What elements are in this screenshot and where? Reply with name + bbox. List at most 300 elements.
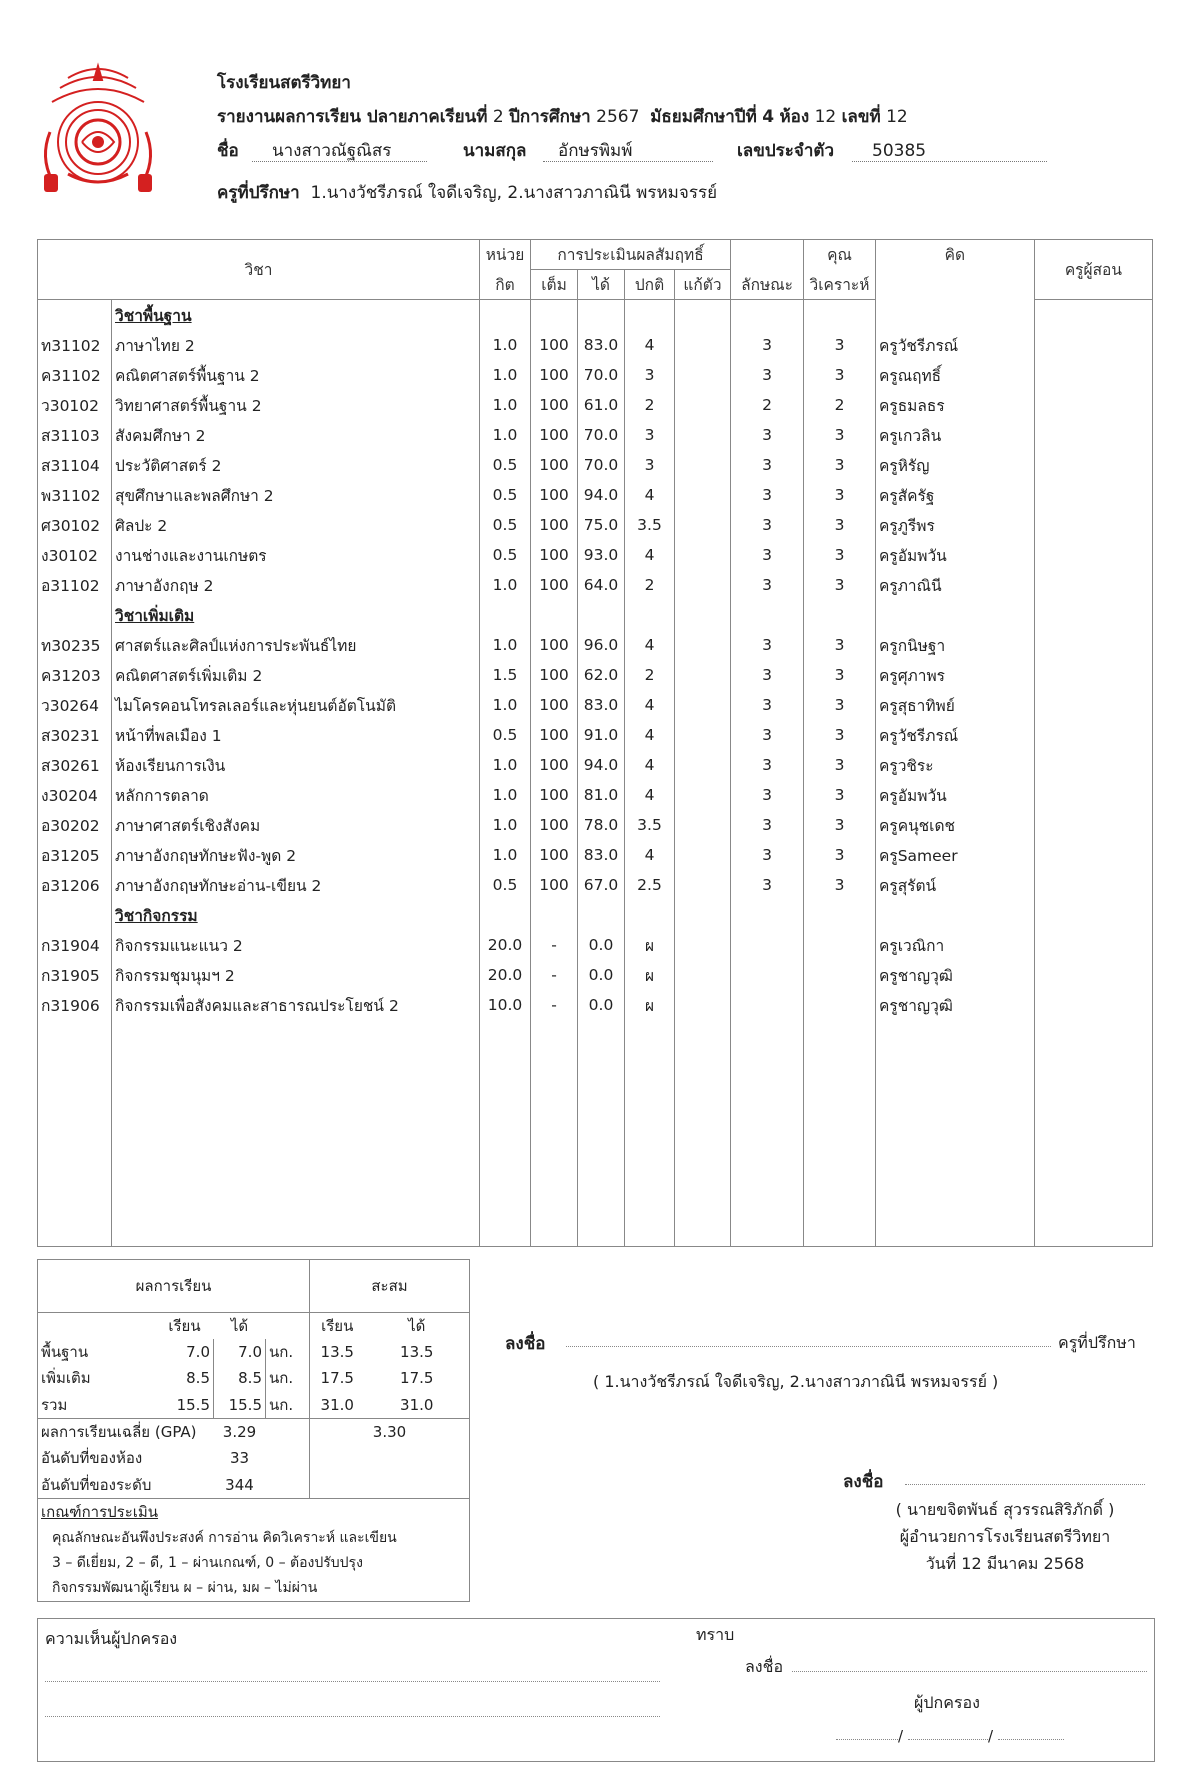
cell-full: 100 (531, 360, 578, 390)
cell-unit: 0.5 (480, 720, 531, 750)
cell-grade: 4 (625, 630, 675, 660)
header-character-bottom: ลักษณะ (731, 270, 804, 300)
cell-name: ภาษาอังกฤษทักษะอ่าน-เขียน 2 (112, 870, 480, 900)
header-full: เต็ม (531, 270, 578, 300)
table-row (38, 540, 1153, 570)
cell-unit: 1.0 (480, 780, 531, 810)
cell-grade: 3.5 (625, 810, 675, 840)
cell-think: 3 (804, 870, 876, 900)
cell-code: อ31102 (38, 570, 112, 600)
cell-fix (675, 780, 731, 810)
student-id: 50385 (852, 141, 1047, 162)
cell-score: 61.0 (578, 390, 625, 420)
school-emblem-logo (38, 62, 158, 196)
cell-unit: 20.0 (480, 930, 531, 960)
cell-name: ภาษาศาสตร์เชิงสังคม (112, 810, 480, 840)
cell-think: 3 (804, 840, 876, 870)
cell-name: ไมโครคอนโทรลเลอร์และหุ่นยนต์อัตโนมัติ (112, 690, 480, 720)
cell-fix (675, 390, 731, 420)
cell-score: 62.0 (578, 660, 625, 690)
cell-grade: 2 (625, 660, 675, 690)
cell-teacher: ครูคนุชเดช (876, 810, 1035, 840)
cell-grade: 4 (625, 690, 675, 720)
summary-cum-learn: 17.5 (310, 1365, 365, 1391)
cell-char: 2 (731, 390, 804, 420)
cell-teacher: ครูณฤทธิ์ (876, 360, 1035, 390)
header-assessment: การประเมินผลสัมฤทธิ์ (531, 240, 731, 270)
cell-full: 100 (531, 870, 578, 900)
cell-teacher: ครูชาญวุฒิ (876, 990, 1035, 1020)
cell-teacher: ครูสุธาทิพย์ (876, 690, 1035, 720)
school-name: โรงเรียนสตรีวิทยา (217, 73, 351, 93)
header-subject: วิชา (38, 240, 480, 300)
cell-unit: 1.0 (480, 630, 531, 660)
cell-score: 75.0 (578, 510, 625, 540)
cell-grade: 4 (625, 540, 675, 570)
cell-fix (675, 510, 731, 540)
parent-opinion-box (37, 1618, 1155, 1762)
cell-teacher: ครูเกวลิน (876, 420, 1035, 450)
summary-cum-learn: 31.0 (310, 1392, 365, 1419)
date-slash-2: / (988, 1727, 994, 1745)
report-date: วันที่ 12 มีนาคม 2568 (925, 1554, 1085, 1573)
cell-fix (675, 870, 731, 900)
table-filler-row (38, 1020, 1153, 1247)
section-title: วิชากิจกรรม (115, 906, 198, 925)
cell-fix (675, 570, 731, 600)
cell-think (804, 990, 876, 1020)
cell-full: 100 (531, 750, 578, 780)
cell-code: อ31205 (38, 840, 112, 870)
cell-full: 100 (531, 540, 578, 570)
table-row (38, 390, 1153, 420)
cell-teacher: ครูธมลธร (876, 390, 1035, 420)
cell-think: 3 (804, 360, 876, 390)
cell-code: ส30231 (38, 720, 112, 750)
cell-code: ค31102 (38, 360, 112, 390)
cell-full: 100 (531, 450, 578, 480)
cell-code: ส31104 (38, 450, 112, 480)
cell-fix (675, 840, 731, 870)
cell-grade: 4 (625, 720, 675, 750)
student-id-label: เลขประจำตัว (737, 141, 834, 161)
summary-got: 8.5 (214, 1365, 266, 1391)
cell-think: 2 (804, 390, 876, 420)
rank-room-value: 33 (229, 1449, 250, 1468)
cell-fix (675, 930, 731, 960)
rank-level-label: อันดับที่ของระดับ (41, 1475, 152, 1494)
cell-fix (675, 480, 731, 510)
cell-char: 3 (731, 690, 804, 720)
parent-role: ผู้ปกครอง (914, 1693, 980, 1712)
opinion-line-2[interactable] (45, 1716, 660, 1717)
table-row (38, 510, 1153, 540)
cell-score: 67.0 (578, 870, 625, 900)
cell-fix (675, 630, 731, 660)
gpa-cumulative: 3.30 (310, 1418, 470, 1445)
cell-teacher: ครูศุภาพร (876, 660, 1035, 690)
cell-score: 70.0 (578, 420, 625, 450)
report-title: รายงานผลการเรียน ปลายภาคเรียนที่ 2 ปีการศึกษา 2567 มัธยมศึกษาปีที่ 4 ห้อง 12 เลขที่ 12 (217, 107, 908, 127)
cell-fix (675, 750, 731, 780)
cell-grade: ผ (625, 960, 675, 990)
summary-cum-got: 13.5 (400, 1343, 434, 1362)
section-title: วิชาพื้นฐาน (115, 306, 192, 325)
cell-teacher: ครูวชิระ (876, 750, 1035, 780)
table-row (38, 720, 1153, 750)
table-row (38, 420, 1153, 450)
cell-name: หลักการตลาด (112, 780, 480, 810)
table-row (38, 690, 1153, 720)
parent-opinion-label: ความเห็นผู้ปกครอง (45, 1629, 178, 1648)
summary-cum-got-header: ได้ (408, 1316, 426, 1335)
cell-grade: 4 (625, 480, 675, 510)
header-thinking-top: คิด (876, 240, 1035, 270)
cell-code: ก31906 (38, 990, 112, 1020)
cell-teacher: ครูชาญวุฒิ (876, 960, 1035, 990)
header-thinking-bottom: วิเคราะห์ (804, 270, 876, 300)
cell-score: 94.0 (578, 750, 625, 780)
cell-teacher: ครูสัครัฐ (876, 480, 1035, 510)
cell-teacher: ครูอัมพวัน (876, 540, 1035, 570)
cell-think: 3 (804, 330, 876, 360)
summary-row (38, 1339, 470, 1365)
cell-score: 83.0 (578, 330, 625, 360)
cell-code: ง30204 (38, 780, 112, 810)
cell-char: 3 (731, 810, 804, 840)
cell-name: สังคมศึกษา 2 (112, 420, 480, 450)
cell-grade: 3 (625, 450, 675, 480)
summary-got: 7.0 (214, 1339, 266, 1365)
cell-grade: 2 (625, 390, 675, 420)
cell-name: กิจกรรมแนะแนว 2 (112, 930, 480, 960)
cell-char: 3 (731, 840, 804, 870)
parent-date-line[interactable] (836, 1729, 1066, 1745)
cell-code: ศ30102 (38, 510, 112, 540)
cell-char: 3 (731, 780, 804, 810)
advisor-names-signature: ( 1.นางวัชรีภรณ์ ใจดีเจริญ, 2.นางสาวภาณินี พรหมจรรย์ ) (593, 1372, 999, 1391)
cell-unit: 0.5 (480, 870, 531, 900)
header-got: ได้ (578, 270, 625, 300)
cell-unit: 1.0 (480, 390, 531, 420)
criteria-line-2: 3 – ดีเยี่ยม, 2 – ดี, 1 – ผ่านเกณฑ์, 0 – ต้องปรับปรุง (52, 1555, 363, 1572)
cell-unit: 1.0 (480, 420, 531, 450)
cell-code: ค31203 (38, 660, 112, 690)
cell-teacher: ครูหิรัญ (876, 450, 1035, 480)
section-title: วิชาเพิ่มเติม (115, 606, 195, 625)
cell-char: 3 (731, 870, 804, 900)
cell-name: สุขศึกษาและพลศึกษา 2 (112, 480, 480, 510)
summary-learn: 15.5 (176, 1395, 210, 1414)
cell-char: 3 (731, 570, 804, 600)
cell-grade: 3.5 (625, 510, 675, 540)
cell-score: 70.0 (578, 450, 625, 480)
cell-think (804, 930, 876, 960)
summary-got: 15.5 (214, 1392, 266, 1419)
cell-char: 3 (731, 480, 804, 510)
cell-think: 3 (804, 750, 876, 780)
surname-label: นามสกุล (463, 141, 527, 161)
cell-score: 70.0 (578, 360, 625, 390)
criteria-line-1: คุณลักษณะอันพึงประสงค์ การอ่าน คิดวิเคราะห์ และเขียน (52, 1529, 397, 1546)
cell-code: ว30102 (38, 390, 112, 420)
cell-name: ประวัติศาสตร์ 2 (112, 450, 480, 480)
advisor-role: ครูที่ปรึกษา (1058, 1333, 1136, 1352)
criteria-title: เกณฑ์การประเมิน (41, 1503, 159, 1522)
cell-full: 100 (531, 570, 578, 600)
grades-table (37, 239, 1153, 1247)
summary-box (37, 1259, 470, 1602)
table-row (38, 450, 1153, 480)
summary-learn: 8.5 (186, 1369, 210, 1388)
cell-score: 0.0 (578, 930, 625, 960)
cell-score: 0.0 (578, 960, 625, 990)
cell-unit: 0.5 (480, 540, 531, 570)
rank-level-value: 344 (225, 1475, 254, 1494)
cell-unit: 1.5 (480, 660, 531, 690)
summary-unit: นก. (266, 1392, 310, 1419)
cell-think: 3 (804, 810, 876, 840)
cell-score: 96.0 (578, 630, 625, 660)
cell-score: 93.0 (578, 540, 625, 570)
table-row (38, 990, 1153, 1020)
cell-full: 100 (531, 630, 578, 660)
cell-name: หน้าที่พลเมือง 1 (112, 720, 480, 750)
summary-cum-got: 17.5 (400, 1369, 434, 1388)
summary-got-header: ได้ (230, 1316, 249, 1335)
cell-full: - (531, 960, 578, 990)
advisor-sign-line (566, 1346, 1051, 1347)
table-row (38, 480, 1153, 510)
cell-code: พ31102 (38, 480, 112, 510)
cell-full: 100 (531, 390, 578, 420)
cell-think: 3 (804, 480, 876, 510)
cell-think: 3 (804, 450, 876, 480)
cell-name: คณิตศาสตร์พื้นฐาน 2 (112, 360, 480, 390)
cell-teacher: ครูภาณินี (876, 570, 1035, 600)
summary-cum-learn-header: เรียน (310, 1312, 365, 1339)
summary-cumulative-label: สะสม (310, 1260, 470, 1313)
cell-think: 3 (804, 570, 876, 600)
cell-unit: 1.0 (480, 570, 531, 600)
cell-fix (675, 660, 731, 690)
cell-char: 3 (731, 540, 804, 570)
cell-fix (675, 690, 731, 720)
cell-full: 100 (531, 780, 578, 810)
cell-think: 3 (804, 630, 876, 660)
cell-fix (675, 420, 731, 450)
cell-name: ศาสตร์และศิลป์แห่งการประพันธ์ไทย (112, 630, 480, 660)
cell-think: 3 (804, 510, 876, 540)
cell-unit: 1.0 (480, 690, 531, 720)
cell-full: 100 (531, 510, 578, 540)
cell-grade: 4 (625, 750, 675, 780)
cell-char (731, 930, 804, 960)
student-surname: อักษรพิมพ์ (543, 141, 713, 162)
cell-unit: 0.5 (480, 510, 531, 540)
table-row (38, 870, 1153, 900)
cell-name: งานช่างและงานเกษตร (112, 540, 480, 570)
gpa-label: ผลการเรียนเฉลี่ย (GPA) (41, 1423, 197, 1442)
cell-name: ภาษาอังกฤษทักษะฟัง-พูด 2 (112, 840, 480, 870)
cell-fix (675, 540, 731, 570)
cell-char: 3 (731, 510, 804, 540)
header-fix-top (731, 240, 804, 270)
summary-row (38, 1392, 470, 1419)
cell-teacher: ครูวัชรีภรณ์ (876, 330, 1035, 360)
cell-name: คณิตศาสตร์เพิ่มเติม 2 (112, 660, 480, 690)
date-slash-1: / (898, 1727, 904, 1745)
cell-char: 3 (731, 330, 804, 360)
header-unit-top: หน่วย (480, 240, 531, 270)
table-row (38, 570, 1153, 600)
cell-unit: 10.0 (480, 990, 531, 1020)
cell-name: กิจกรรมเพื่อสังคมและสาธารณประโยชน์ 2 (112, 990, 480, 1020)
table-row (38, 330, 1153, 360)
cell-char (731, 960, 804, 990)
cell-full: 100 (531, 420, 578, 450)
summary-unit: นก. (266, 1365, 310, 1391)
cell-full: 100 (531, 660, 578, 690)
cell-think: 3 (804, 780, 876, 810)
cell-grade: 4 (625, 780, 675, 810)
section-header-row (38, 900, 1153, 930)
cell-score: 83.0 (578, 840, 625, 870)
cell-name: กิจกรรมชุมนุมฯ 2 (112, 960, 480, 990)
header-normal: ปกติ (625, 270, 675, 300)
table-row (38, 630, 1153, 660)
cell-full: 100 (531, 840, 578, 870)
cell-char (731, 990, 804, 1020)
cell-name: ภาษาไทย 2 (112, 330, 480, 360)
cell-fix (675, 720, 731, 750)
cell-score: 78.0 (578, 810, 625, 840)
cell-score: 94.0 (578, 480, 625, 510)
cell-fix (675, 960, 731, 990)
director-sign-label: ลงชื่อ (843, 1472, 884, 1492)
gpa-value: 3.29 (222, 1423, 257, 1442)
cell-code: ว30264 (38, 690, 112, 720)
cell-score: 0.0 (578, 990, 625, 1020)
cell-grade: 4 (625, 840, 675, 870)
cell-grade: 3 (625, 420, 675, 450)
cell-unit: 1.0 (480, 330, 531, 360)
cell-fix (675, 330, 731, 360)
cell-full: 100 (531, 330, 578, 360)
cell-think: 3 (804, 420, 876, 450)
cell-teacher: ครูสุรัตน์ (876, 870, 1035, 900)
cell-unit: 1.0 (480, 750, 531, 780)
cell-grade: 4 (625, 330, 675, 360)
cell-teacher: ครูอัมพวัน (876, 780, 1035, 810)
cell-code: ท30235 (38, 630, 112, 660)
cell-think: 3 (804, 690, 876, 720)
cell-unit: 20.0 (480, 960, 531, 990)
opinion-line-1[interactable] (45, 1681, 660, 1682)
director-sign-line (905, 1484, 1145, 1485)
cell-char: 3 (731, 750, 804, 780)
cell-unit: 0.5 (480, 480, 531, 510)
summary-unit: นก. (266, 1339, 310, 1365)
cell-name: ภาษาอังกฤษ 2 (112, 570, 480, 600)
cell-score: 91.0 (578, 720, 625, 750)
cell-teacher: ครูSameer (876, 840, 1035, 870)
director-name: ( นายขจิตพันธ์ สุวรรณสิริภักดิ์ ) (895, 1500, 1115, 1519)
advisor-sign-label: ลงชื่อ (505, 1334, 546, 1354)
summary-learn-header: เรียน (168, 1316, 201, 1335)
summary-cum-got: 31.0 (400, 1395, 434, 1414)
cell-unit: 0.5 (480, 450, 531, 480)
cell-full: 100 (531, 480, 578, 510)
cell-score: 83.0 (578, 690, 625, 720)
cell-code: ส31103 (38, 420, 112, 450)
cell-teacher: ครูภูรีพร (876, 510, 1035, 540)
cell-code: ส30261 (38, 750, 112, 780)
cell-char: 3 (731, 720, 804, 750)
cell-think: 3 (804, 660, 876, 690)
cell-full: 100 (531, 810, 578, 840)
summary-cum-learn: 13.5 (310, 1339, 365, 1365)
cell-fix (675, 450, 731, 480)
parent-sign-label: ลงชื่อ (745, 1657, 784, 1676)
table-row (38, 840, 1153, 870)
cell-full: - (531, 930, 578, 960)
rank-room-label: อันดับที่ของห้อง (41, 1449, 143, 1468)
cell-teacher: ครูกนิษฐา (876, 630, 1035, 660)
acknowledge-label: ทราบ (696, 1625, 735, 1644)
cell-full: 100 (531, 720, 578, 750)
summary-result-label: ผลการเรียน (38, 1260, 310, 1313)
student-first-name: นางสาวณัฐณิสร (252, 141, 427, 162)
header-teacher: ครูผู้สอน (1034, 240, 1152, 300)
cell-unit: 1.0 (480, 840, 531, 870)
criteria-line-3: กิจกรรมพัฒนาผู้เรียน ผ – ผ่าน, มผ – ไม่ผ่าน (52, 1580, 318, 1597)
cell-think: 3 (804, 720, 876, 750)
table-row (38, 930, 1153, 960)
cell-char: 3 (731, 360, 804, 390)
cell-full: 100 (531, 690, 578, 720)
cell-char: 3 (731, 420, 804, 450)
cell-grade: 3 (625, 360, 675, 390)
cell-score: 64.0 (578, 570, 625, 600)
cell-grade: ผ (625, 930, 675, 960)
cell-teacher: ครูเวณิกา (876, 930, 1035, 960)
section-header-row (38, 300, 1153, 331)
cell-code: ท31102 (38, 330, 112, 360)
header-character-top: คุณ (804, 240, 876, 270)
cell-char: 3 (731, 630, 804, 660)
cell-grade: 2.5 (625, 870, 675, 900)
cell-fix (675, 360, 731, 390)
cell-think: 3 (804, 540, 876, 570)
table-row (38, 360, 1153, 390)
cell-score: 81.0 (578, 780, 625, 810)
summary-label: เพิ่มเติม (41, 1369, 91, 1388)
cell-fix (675, 990, 731, 1020)
name-label: ชื่อ (217, 141, 239, 161)
cell-unit: 1.0 (480, 360, 531, 390)
section-header-row (38, 600, 1153, 630)
cell-code: ก31905 (38, 960, 112, 990)
parent-sign-line[interactable] (792, 1671, 1147, 1672)
cell-grade: 2 (625, 570, 675, 600)
cell-code: ง30102 (38, 540, 112, 570)
cell-unit: 1.0 (480, 810, 531, 840)
cell-code: อ30202 (38, 810, 112, 840)
header-fix: แก้ตัว (675, 270, 731, 300)
cell-think (804, 960, 876, 990)
table-row (38, 750, 1153, 780)
